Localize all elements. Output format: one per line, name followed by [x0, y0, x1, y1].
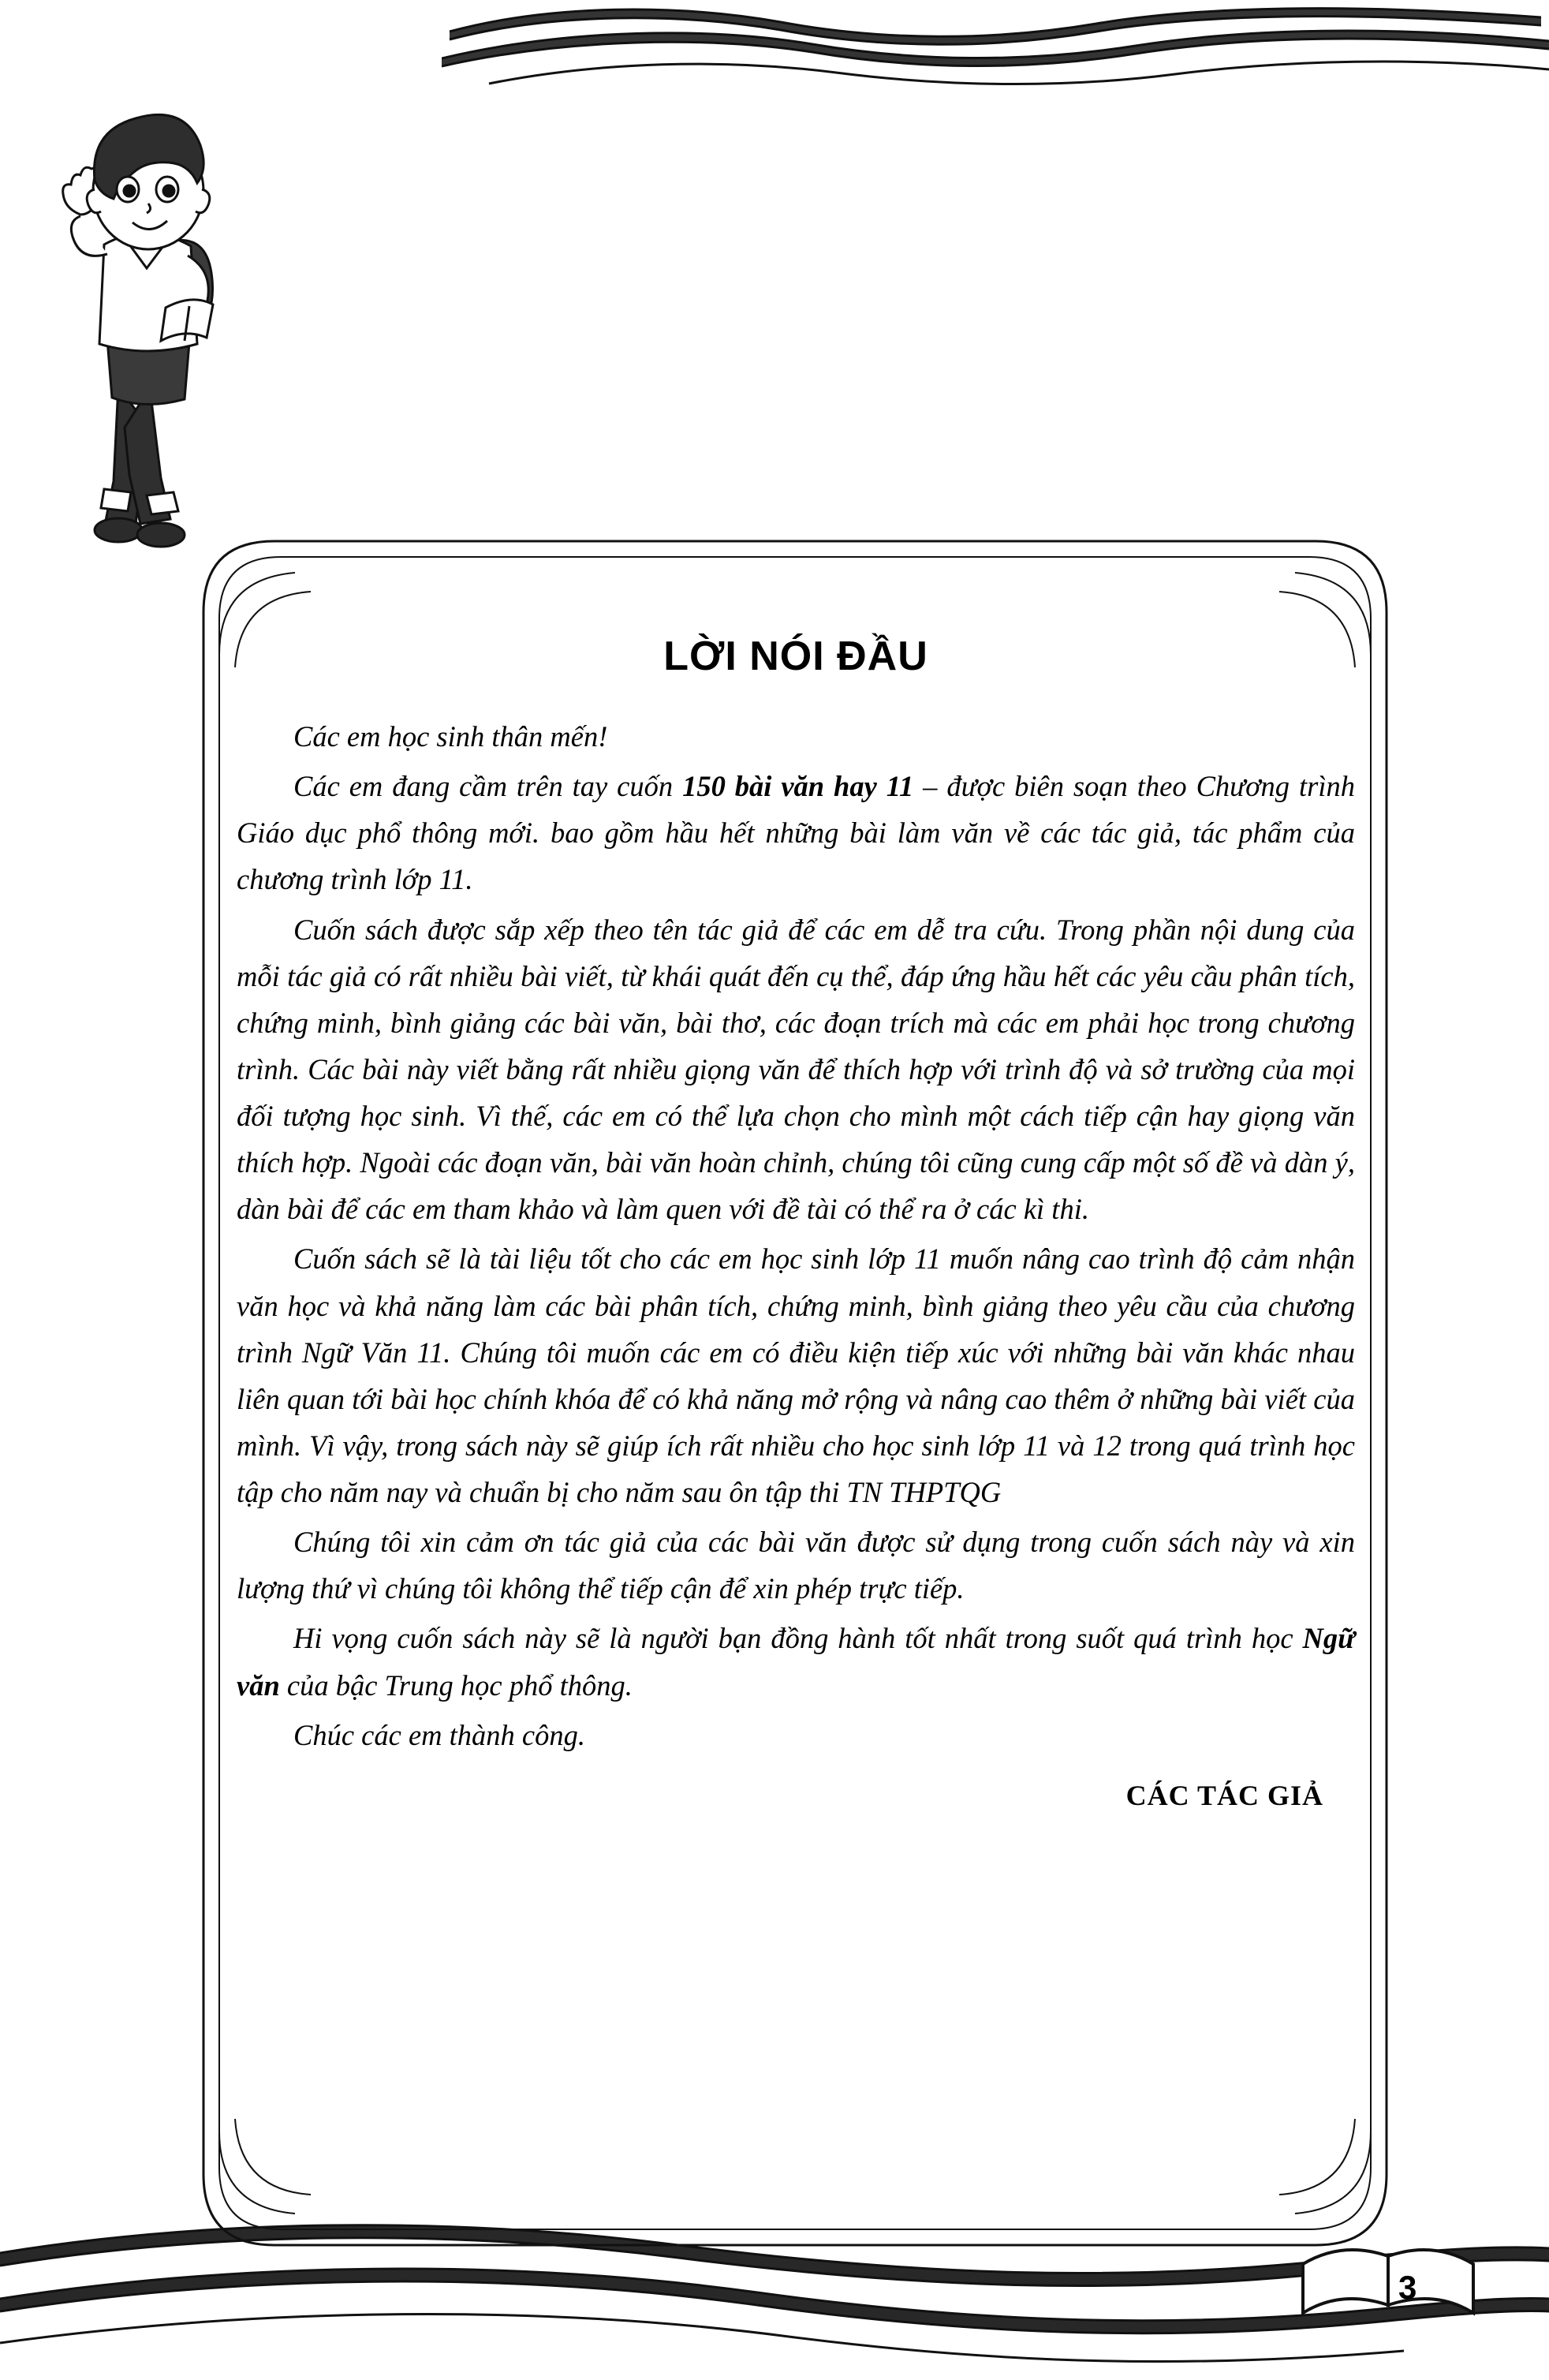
paragraph-purpose-run-0: Cuốn sách sẽ là tài liệu tốt cho các em học sinh lớp 11 muốn nâng cao trình độ cảm nhận văn học và khả năng làm các bài phân tích, chứng minh, bình giảng theo yêu cầu của chương trình Ngữ Văn 11. Chúng tôi muốn các em có điều kiện tiếp xúc với những bài văn khác nhau liên quan tới bài học chính khóa để có khả năng mở rộng và nâng cao thêm ở những bài viết của mình. Vì vậy, trong sách này sẽ giúp ích rất nhiều cho học sinh lớp 11 và 12 trong quá trình học tập cho năm nay và chuẩn bị cho năm sau ôn tập thi TN THPTQG [237, 1242, 1355, 1508]
authors-signature: CÁC TÁC GIẢ [1125, 1779, 1323, 1811]
paragraph-intro-run-2: – được biên soạn theo Chương trình Giáo dục phổ thông mới. bao gồm hầu hết những bài làm văn về các tác giả, tác phẩm của chương trình lớp 11. [237, 770, 1355, 896]
preface-content [237, 615, 1355, 2201]
page-footer [1289, 2237, 1494, 2340]
paragraph-thanks-run-0: Chúng tôi xin cảm ơn tác giả của các bài văn được sử dụng trong cuốn sách này và xin lượng thứ vì chúng tôi không thể tiếp cận để xin phép trực tiếp. [237, 1526, 1355, 1605]
paragraph-structure [237, 906, 1355, 1233]
paragraph-hope-run-2: của bậc Trung học phổ thông. [279, 1668, 633, 1702]
paragraph-closing-run-0: Chúc các em thành công. [293, 1718, 585, 1751]
paragraph-thanks [237, 1519, 1355, 1612]
top-wave-ornament [442, 0, 1549, 103]
page-title: LỜI NÓI ĐẦU [663, 633, 928, 679]
paragraph-greeting-run-0: Các em học sinh thân mến! [293, 720, 608, 753]
page-number: 3 [1398, 2269, 1417, 2306]
paragraph-intro-run-0: Các em đang cầm trên tay cuốn [293, 770, 683, 803]
student-boy-illustration-svg [32, 79, 268, 584]
paragraph-closing [237, 1712, 1355, 1758]
paragraph-hope-run-0: Hi vọng cuốn sách này sẽ là người bạn đồng hành tốt nhất trong suốt quá trình học [293, 1622, 1303, 1655]
top-wave-ornament-svg [442, 0, 1549, 103]
paragraph-hope [237, 1615, 1355, 1708]
paragraph-intro [237, 763, 1355, 902]
open-book-icon [1289, 2237, 1494, 2340]
paragraph-hope-run-1: Ngữ văn [237, 1622, 1355, 1702]
paragraph-structure-run-0: Cuốn sách được sắp xếp theo tên tác giả để các em dễ tra cứu. Trong phần nội dung của mỗi tác giả có rất nhiều bài viết, từ khái quát đến cụ thể, đáp ứng hầu hết các yêu cầu phân tích, chứng minh, bình giảng các bài văn, bài thơ, các đoạn trích mà các em phải học trong chương trình. Các bài này viết bằng rất nhiều giọng văn để thích hợp với trình độ và sở trường của mọi đối tượng học sinh. Vì thế, các em có thể lựa chọn cho mình một cách tiếp cận hay giọng văn thích hợp. Ngoài các đoạn văn, bài văn hoàn chỉnh, chúng tôi cũng cung cấp một số đề và dàn ý, dàn bài để các em tham khảo và làm quen với đề tài có thể ra ở các kì thi. [237, 913, 1355, 1226]
paragraph-intro-run-1: 150 bài văn hay 11 [682, 770, 914, 803]
preface-paragraphs [237, 713, 1355, 1758]
paragraph-greeting [237, 713, 1355, 760]
paragraph-purpose [237, 1235, 1355, 1515]
student-boy-illustration [32, 79, 268, 584]
